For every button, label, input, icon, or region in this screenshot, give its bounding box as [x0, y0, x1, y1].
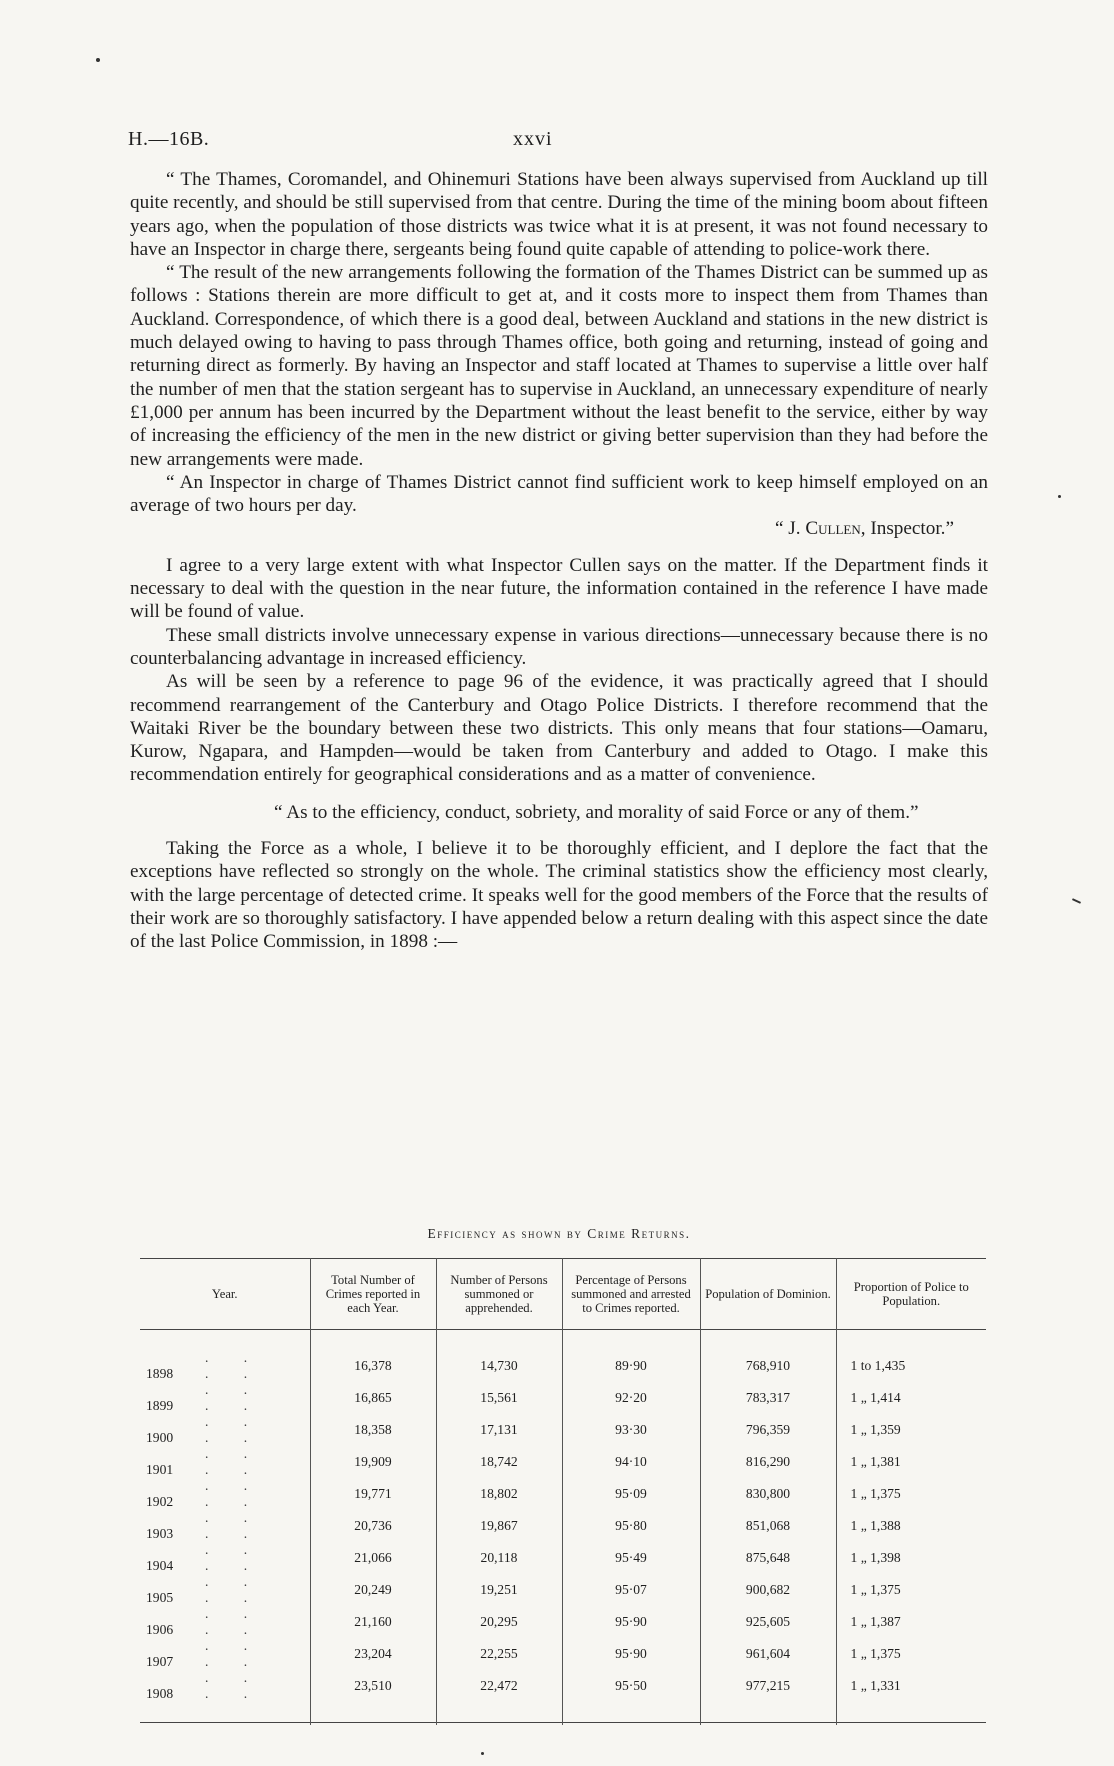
cell-population: 977,215: [700, 1670, 836, 1723]
cell-year: [140, 1542, 310, 1574]
quoted-paragraph-2: “ The result of the new arrangements following the formation of the Thames District can be summed up as follows : Stations therein are more difficult to get at, and it costs more to inspect them from Thames than Auckland. Correspondence, of which there is a good deal, between Auckland and stations in the new district is much delayed owing to having to pass through Thames office, both going and returning, instead of going and returning direct as formerly. By having an Inspector and staff located at Thames to supervise a little over half the number of men that the station sergeant has to supervise in Auckland, an unnecessary expenditure of nearly £1,000 per annum has been incurred by the Department without the least benefit to the service, either by way of increasing the efficiency of the men in the new district or giving better supervision than they had before the new arrangements were made.: [130, 262, 988, 470]
cell-persons-summoned: 18,742: [436, 1446, 562, 1478]
leader-dots: . . . .: [204, 1478, 264, 1509]
cell-population: 796,359: [700, 1414, 836, 1446]
year-label: 1902: [146, 1494, 174, 1509]
table-row: [140, 1478, 986, 1510]
table-row: [140, 1574, 986, 1606]
cell-proportion: 1 „ 1,398: [836, 1542, 986, 1574]
table-row: [140, 1670, 986, 1723]
year-label: 1906: [146, 1622, 174, 1637]
leader-dots: . . . .: [204, 1510, 264, 1541]
table-header-row: [140, 1259, 986, 1330]
cell-percentage: 95·07: [562, 1574, 700, 1606]
cell-population: 783,317: [700, 1382, 836, 1414]
quoted-paragraph-1: “ The Thames, Coromandel, and Ohinemuri Stations have been always supervised from Auckland up till quite recently, and should be still supervised from that centre. During the time of the mining boom about fifteen years ago, when the population of those districts was twice what it is at present, it was not found necessary to have an Inspector in charge there, sergeants being found quite capable of attending to police-work there.: [130, 169, 988, 260]
body-text: [130, 168, 988, 954]
cell-total-crimes: 19,771: [310, 1478, 436, 1510]
signature-open: “ J.: [774, 518, 806, 540]
cell-year: [140, 1382, 310, 1414]
cell-persons-summoned: 19,867: [436, 1510, 562, 1542]
cell-persons-summoned: 22,255: [436, 1638, 562, 1670]
leader-dots: . . . .: [204, 1382, 264, 1413]
cell-population: 925,605: [700, 1606, 836, 1638]
header-persons-summoned: Number of Persons summoned or apprehended.: [436, 1259, 562, 1330]
cell-proportion: 1 „ 1,375: [836, 1638, 986, 1670]
year-label: 1901: [146, 1462, 174, 1477]
cell-proportion: 1 „ 1,359: [836, 1414, 986, 1446]
signature-close: , Inspector.”: [860, 518, 954, 540]
cell-year: [140, 1574, 310, 1606]
table-row: [140, 1638, 986, 1670]
leader-dots: . . . .: [204, 1446, 264, 1477]
cell-percentage: 95·09: [562, 1478, 700, 1510]
cell-year: [140, 1350, 310, 1382]
page-number: xxvi: [513, 128, 553, 150]
paragraph-agreement: I agree to a very large extent with what Inspector Cullen says on the matter. If the Department finds it necessary to deal with the question in the near future, the information contained in the reference I have made will be found of value.: [130, 554, 988, 623]
cell-percentage: 95·49: [562, 1542, 700, 1574]
cell-total-crimes: 16,378: [310, 1350, 436, 1382]
table-title: Efficiency as shown by Crime Returns.: [427, 1226, 691, 1241]
cell-total-crimes: 19,909: [310, 1446, 436, 1478]
table-footer-rule: [140, 1723, 986, 1726]
year-label: 1907: [146, 1654, 174, 1669]
cell-population: 961,604: [700, 1638, 836, 1670]
quote-text: “ As to the efficiency, conduct, sobriety, and morality of said Force or any of them.”: [274, 801, 919, 823]
paragraph-recommendation: As will be seen by a reference to page 96 of the evidence, it was practically agreed that I should recommend rearrangement of the Canterbury and Otago Police Districts. I therefore recommend that the Waitaki River be the boundary between these two districts. This only means that four stations—Oamaru, Kurow, Ngapara, and Hampden—would be taken from Canterbury and added to Otago. I make this recommendation entirely for geographical considerations and as a matter of convenience.: [130, 671, 988, 786]
year-label: 1900: [146, 1430, 174, 1445]
scan-speck: [96, 58, 100, 62]
header-year: Year.: [211, 1287, 238, 1301]
cell-percentage: 95·90: [562, 1606, 700, 1638]
table-row: [140, 1350, 986, 1382]
cell-year: [140, 1446, 310, 1478]
year-label: 1904: [146, 1558, 174, 1573]
cell-persons-summoned: 22,472: [436, 1670, 562, 1723]
cell-proportion: 1 to 1,435: [836, 1350, 986, 1382]
cell-persons-summoned: 19,251: [436, 1574, 562, 1606]
cell-proportion: 1 „ 1,331: [836, 1670, 986, 1723]
year-label: 1908: [146, 1686, 174, 1701]
header-percentage: Percentage of Persons summoned and arrested to Crimes reported.: [562, 1259, 700, 1330]
page-header: [128, 128, 988, 156]
cell-total-crimes: 23,510: [310, 1670, 436, 1723]
cell-population: 830,800: [700, 1478, 836, 1510]
table-row: [140, 1510, 986, 1542]
signature: [130, 517, 988, 540]
cell-total-crimes: 21,066: [310, 1542, 436, 1574]
cell-proportion: 1 „ 1,388: [836, 1510, 986, 1542]
cell-population: 875,648: [700, 1542, 836, 1574]
header-population: Population of Dominion.: [700, 1259, 836, 1330]
cell-year: [140, 1478, 310, 1510]
cell-population: 768,910: [700, 1350, 836, 1382]
cell-total-crimes: 21,160: [310, 1606, 436, 1638]
cell-total-crimes: 20,736: [310, 1510, 436, 1542]
cell-year: [140, 1606, 310, 1638]
cell-proportion: 1 „ 1,381: [836, 1446, 986, 1478]
header-total-crimes: Total Number of Crimes reported in each Year.: [310, 1259, 436, 1330]
cell-percentage: 92·20: [562, 1382, 700, 1414]
leader-dots: . . . .: [204, 1638, 264, 1669]
table-row: [140, 1382, 986, 1414]
table-spacer-row: [140, 1330, 986, 1351]
cell-proportion: 1 „ 1,375: [836, 1478, 986, 1510]
cell-percentage: 93·30: [562, 1414, 700, 1446]
quoted-paragraph-3: “ An Inspector in charge of Thames District cannot find sufficient work to keep himself employed on an average of two hours per day.: [130, 471, 988, 517]
cell-total-crimes: 18,358: [310, 1414, 436, 1446]
scan-speck: [1058, 495, 1061, 498]
crime-returns-table: [140, 1258, 986, 1725]
cell-population: 900,682: [700, 1574, 836, 1606]
terms-of-reference-quote: [130, 801, 988, 824]
table-row: [140, 1606, 986, 1638]
cell-total-crimes: 23,204: [310, 1638, 436, 1670]
cell-persons-summoned: 15,561: [436, 1382, 562, 1414]
cell-proportion: 1 „ 1,387: [836, 1606, 986, 1638]
cell-proportion: 1 „ 1,375: [836, 1574, 986, 1606]
table-row: [140, 1446, 986, 1478]
cell-total-crimes: 20,249: [310, 1574, 436, 1606]
year-label: 1905: [146, 1590, 174, 1605]
table-row: [140, 1414, 986, 1446]
leader-dots: . . . .: [204, 1350, 264, 1381]
table-row: [140, 1542, 986, 1574]
cell-year: [140, 1638, 310, 1670]
cell-persons-summoned: 14,730: [436, 1350, 562, 1382]
cell-percentage: 94·10: [562, 1446, 700, 1478]
cell-persons-summoned: 17,131: [436, 1414, 562, 1446]
leader-dots: . . . .: [204, 1670, 264, 1701]
year-label: 1898: [146, 1366, 174, 1381]
cell-proportion: 1 „ 1,414: [836, 1382, 986, 1414]
cell-persons-summoned: 20,295: [436, 1606, 562, 1638]
leader-dots: . . . .: [204, 1606, 264, 1637]
cell-persons-summoned: 20,118: [436, 1542, 562, 1574]
year-label: 1899: [146, 1398, 174, 1413]
signature-name: Cullen: [805, 518, 861, 540]
leader-dots: . . . .: [204, 1414, 264, 1445]
cell-year: [140, 1414, 310, 1446]
leader-dots: . . . .: [204, 1574, 264, 1605]
scan-speck: [481, 1752, 484, 1755]
header-proportion: Proportion of Police to Population.: [836, 1259, 986, 1330]
cell-percentage: 89·90: [562, 1350, 700, 1382]
cell-total-crimes: 16,865: [310, 1382, 436, 1414]
cell-percentage: 95·80: [562, 1510, 700, 1542]
leader-dots: . . . .: [204, 1542, 264, 1573]
cell-year: [140, 1670, 310, 1723]
cell-percentage: 95·50: [562, 1670, 700, 1723]
cell-population: 816,290: [700, 1446, 836, 1478]
document-reference: H.—16B.: [128, 128, 210, 150]
cell-persons-summoned: 18,802: [436, 1478, 562, 1510]
paragraph-closing: Taking the Force as a whole, I believe it to be thoroughly efficient, and I deplore the fact that the exceptions have reflected so strongly on the whole. The criminal statistics show the efficiency most clearly, with the large percentage of detected crime. It speaks well for the good members of the Force that the results of their work are so thoroughly satisfactory. I have appended below a return dealing with this aspect since the date of the last Police Commission, in 1898 :—: [130, 838, 988, 953]
cell-year: [140, 1510, 310, 1542]
cell-percentage: 95·90: [562, 1638, 700, 1670]
scan-speck: [1072, 898, 1081, 904]
year-label: 1903: [146, 1526, 174, 1541]
cell-population: 851,068: [700, 1510, 836, 1542]
paragraph-small-districts: These small districts involve unnecessary expense in various directions—unnecessary because there is no counterbalancing advantage in increased efficiency.: [130, 624, 988, 669]
